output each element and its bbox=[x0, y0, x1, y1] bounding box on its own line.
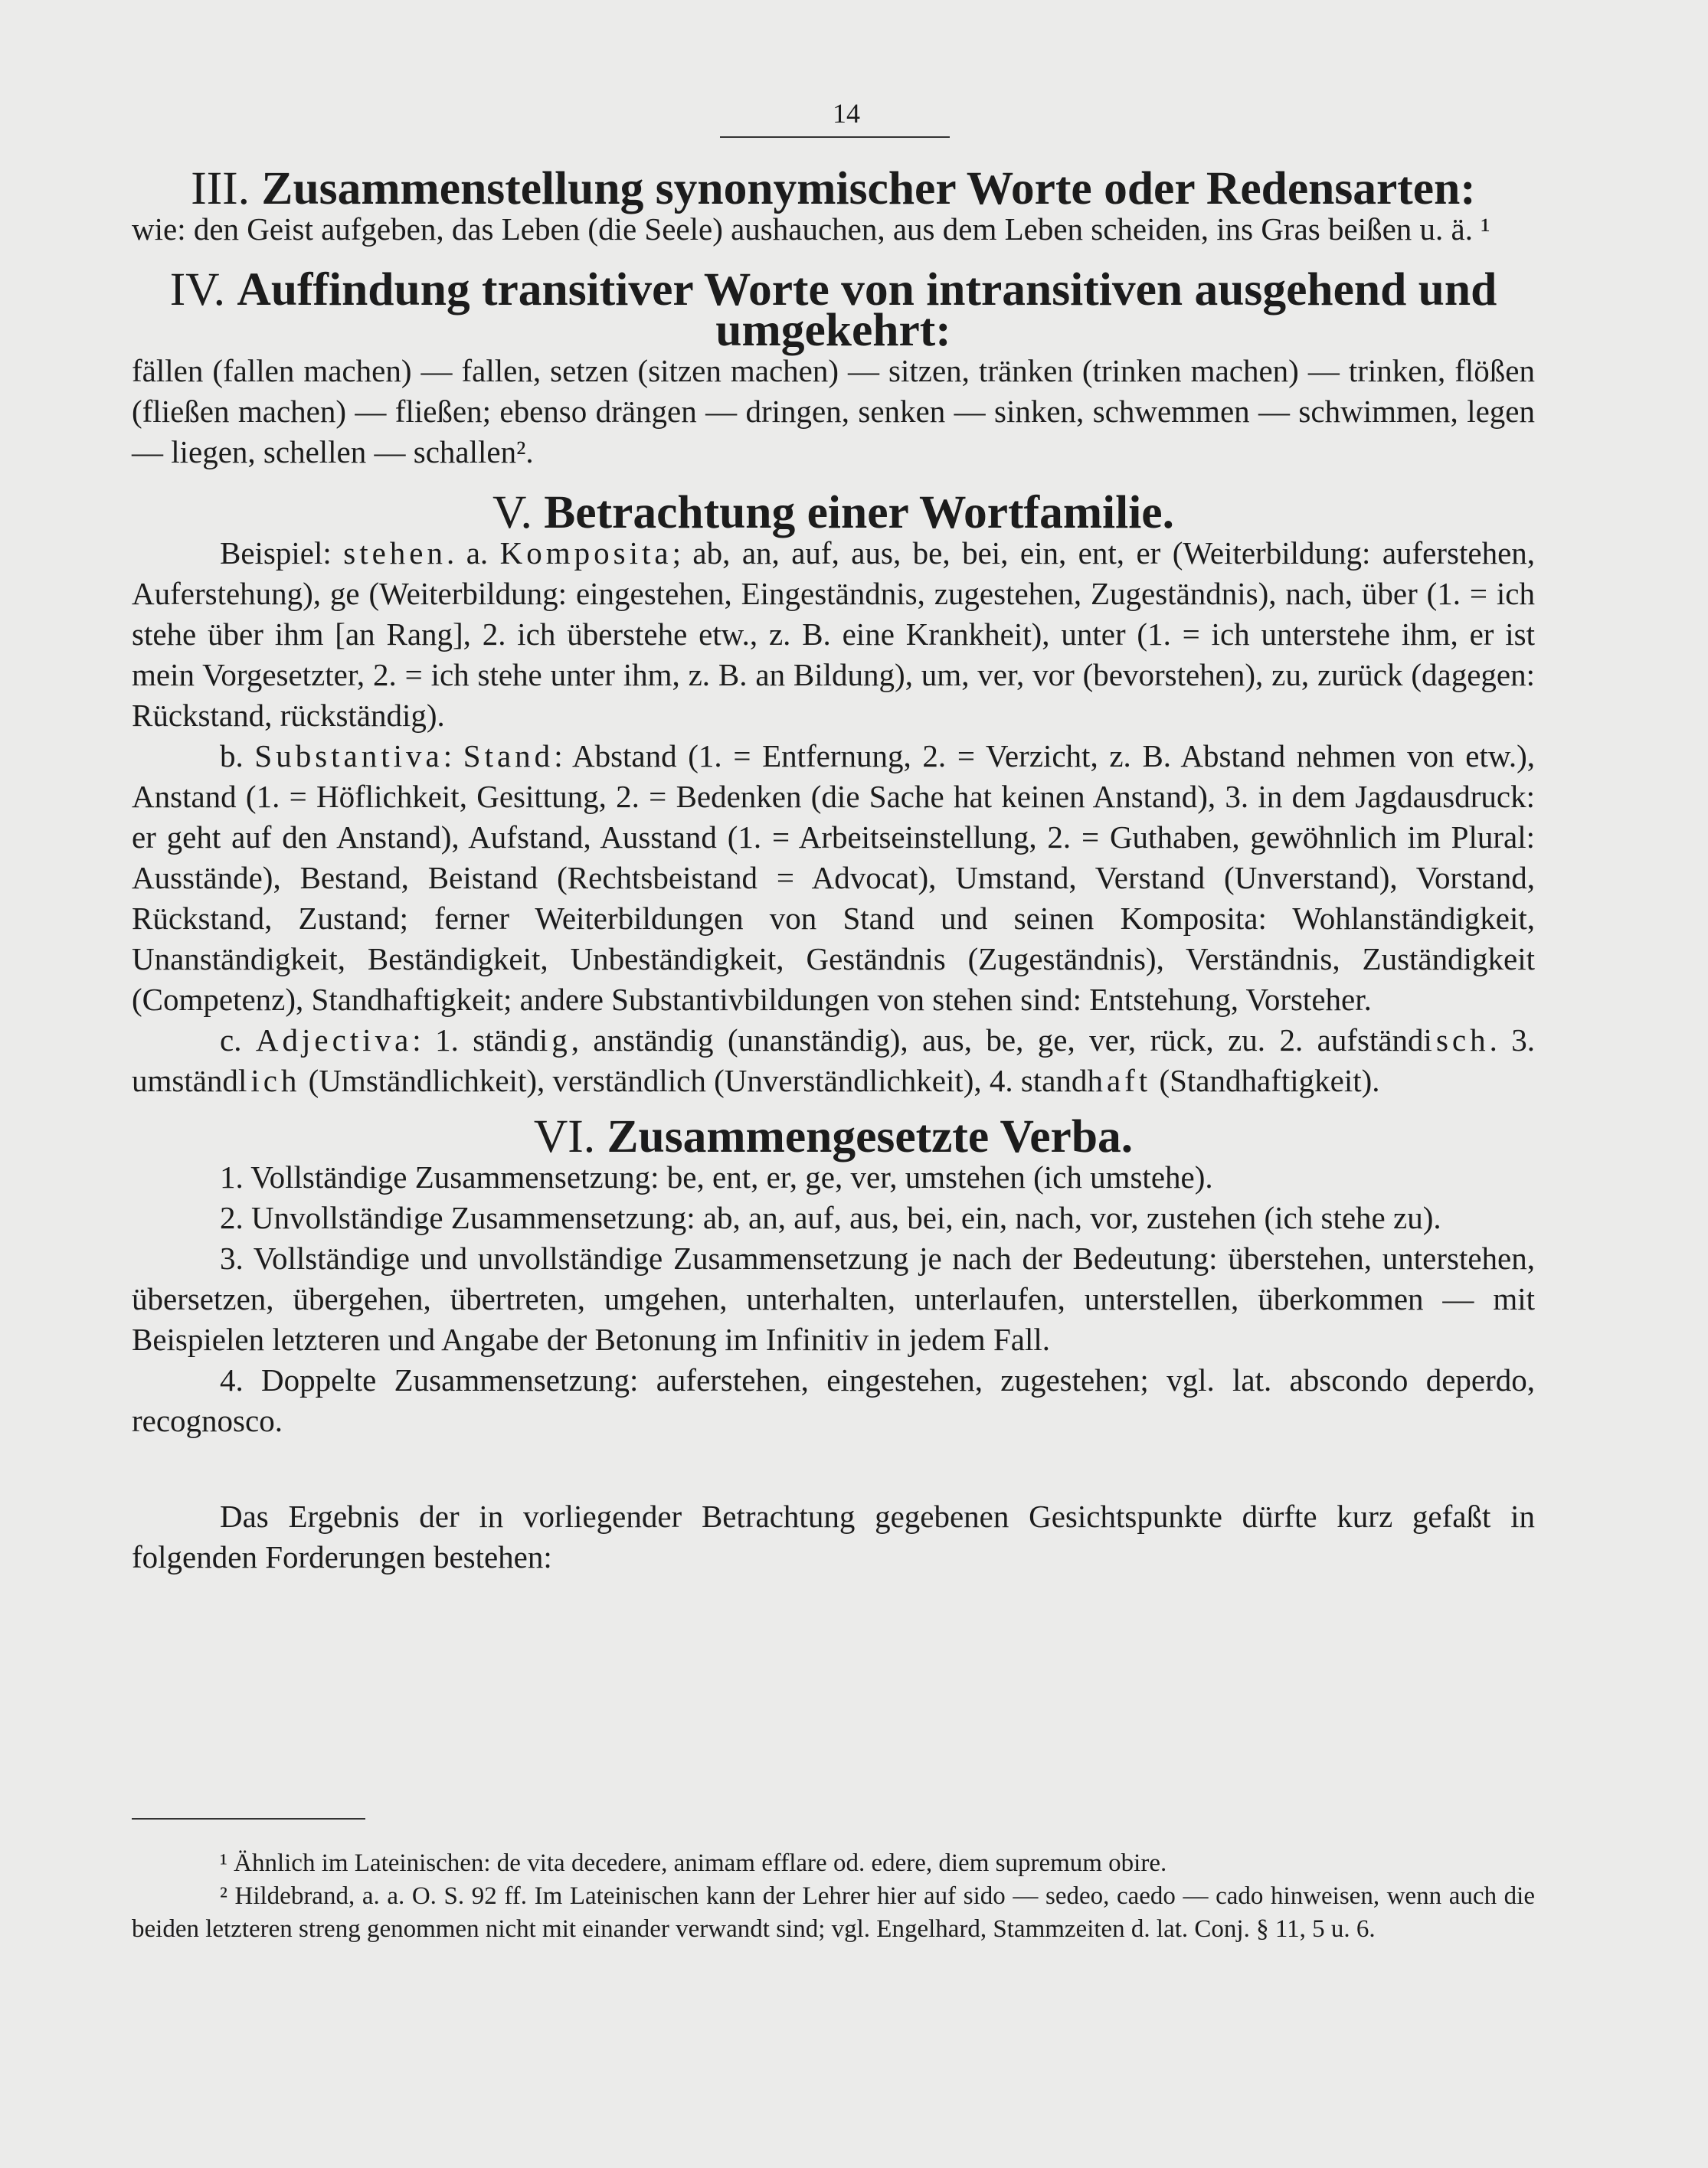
text-substantiva: : Abstand (1. = Entfernung, 2. = Verzicht, z. B. Abstand nehmen von etw.), Anstand (1. = Höflichkeit, Gesittung, 2. = Bedenken (die Sache hat keinen Anstand), 3. in dem Jagdausdruck: er geht auf den Anstand), Aufstand, Ausstand (1. = Arbeitseinstellung, 2. = Guthaben, gewöhnlich im Plural: Ausstände), Bestand, Beistand (Rechtsbeistand = Advocat), Umstand, Verstand (Unverstand), Vorstand, Rückstand, Zustand; ferner Weiterbildungen von Stand und seinen Komposita: Wohlanständigkeit, Unanständigkeit, Beständigkeit, Unbeständigkeit, Geständnis (Zugeständnis), Verständnis, Zuständigkeit (Competenz), Standhaftigkeit; andere Substantivbildungen von stehen sind: Entstehung, Vorsteher. bbox=[132, 738, 1535, 1017]
section-vi-item-2: 2. Unvollständige Zusammensetzung: ab, an, auf, aus, bei, ein, nach, vor, zustehen (ich stehe zu). bbox=[220, 1200, 1441, 1235]
section-v-paragraph-a: Beispiel: stehen. a. Komposita; ab, an, auf, aus, be, bei, ein, ent, er (Weiterbildung: auferstehen, Auferstehung), ge (Weiterbildung: eingestehen, Eingeständnis, zugestehen, Zugeständnis), nach, über (1. = ich stehe über ihm [an Rang], 2. ich überstehe etw., z. B. eine Krankheit), unter (1. = ich unterstehe ihm, er ist mein Vorgesetzter, 2. = ich stehe unter ihm, z. B. an Bildung), um, ver, vor (bevorstehen), zu, zurück (dagegen: Rückstand, rückständig). bbox=[132, 535, 1536, 733]
example-lead: Beispiel: bbox=[220, 535, 332, 571]
page-number-rule bbox=[720, 136, 950, 138]
section-vi-numeral: VI. bbox=[533, 1110, 596, 1162]
section-v-paragraph-c: c. Adjectiva: 1. ständig, anständig (unanständig), aus, be, ge, ver, rück, zu. 2. aufständisch. 3. umständlich (Umständlichkeit), verständlich (Unverständlichkeit), 4. standhaft (Standhaftigkeit). bbox=[132, 1022, 1536, 1098]
example-word: stehen bbox=[343, 535, 447, 571]
term-komposita: Komposita bbox=[499, 535, 672, 571]
page-number: 14 bbox=[833, 98, 860, 129]
footnote-1: ¹ Ähnlich im Lateinischen: de vita decedere, animam efflare od. edere, diem supremum obire. bbox=[220, 1849, 1167, 1877]
adj-3-rest: (Umständlichkeit), verständlich (Unverständlichkeit), 4. stand bbox=[300, 1063, 1088, 1098]
section-v-title: Betrachtung einer Wortfamilie. bbox=[544, 486, 1174, 538]
label-a: a. bbox=[466, 535, 489, 571]
section-vi-item-3: 3. Vollständige und unvollständige Zusammensetzung je nach der Bedeutung: überstehen, unterstehen, übersetzen, übergehen, übertreten, umgehen, unterhalten, unterlaufen, unterstellen, überkommen — mit Beispielen letzteren und Angabe der Betonung im Infinitiv in jedem Fall. bbox=[132, 1241, 1535, 1357]
section-iv-text: fällen (fallen machen) — fallen, setzen (sitzen machen) — sitzen, tränken (trinken machen) — trinken, flößen (fließen machen) — fließen; ebenso drängen — dringen, senken — sinken, schwemmen — schwimmen, legen — liegen, schellen — schallen². bbox=[132, 353, 1535, 469]
section-iv-title: Auffindung transitiver Worte von intransitiven ausgehend und umgekehrt: bbox=[237, 263, 1497, 356]
section-iii-text: wie: den Geist aufgeben, das Leben (die Seele) aushauchen, aus dem Leben scheiden, ins Gras beißen u. ä. ¹ bbox=[132, 211, 1490, 247]
section-iii-title: Zusammenstellung synonymischer Worte oder Redensarten: bbox=[261, 162, 1476, 214]
section-v-heading bbox=[132, 486, 1535, 538]
text-komposita: ; ab, an, auf, aus, be, bei, ein, ent, er (Weiterbildung: auferstehen, Auferstehung), ge (Weiterbildung: eingestehen, Eingeständnis, zugestehen, Zugeständnis), nach, über (1. = ich stehe über ihm [an Rang], 2. ich überstehe etw., z. B. eine Krankheit), unter (1. = ich unterstehe ihm, er ist mein Vorgesetzter, 2. = ich stehe unter ihm, z. B. an Bildung), um, ver, vor (bevorstehen), zu, zurück (dagegen: Rückstand, rückständig). bbox=[132, 535, 1536, 733]
section-vi-heading bbox=[132, 1110, 1535, 1162]
suffix-ig: ig bbox=[538, 1022, 571, 1058]
adj-4-rest: (Standhaftigkeit). bbox=[1151, 1063, 1380, 1098]
adj-1: 1. ständ bbox=[435, 1022, 539, 1058]
label-c: c. bbox=[220, 1022, 242, 1058]
section-iv-heading bbox=[132, 263, 1535, 356]
section-v-numeral: V. bbox=[492, 486, 532, 538]
term-adjectiva: Adjectiva bbox=[255, 1022, 413, 1058]
section-v-paragraph-b: b. Substantiva: Stand: Abstand (1. = Entfernung, 2. = Verzicht, z. B. Abstand nehmen von etw.), Anstand (1. = Höflichkeit, Gesittung, 2. = Bedenken (die Sache hat keinen Anstand), 3. in dem Jagdausdruck: er geht auf den Anstand), Aufstand, Ausstand (1. = Arbeitseinstellung, 2. = Guthaben, gewöhnlich im Plural: Ausstände), Bestand, Beistand (Rechtsbeistand = Advocat), Umstand, Verstand (Unverstand), Vorstand, Rückstand, Zustand; ferner Weiterbildungen von Stand und seinen Komposita: Wohlanständigkeit, Unanständigkeit, Beständigkeit, Unbeständigkeit, Geständnis (Zugeständnis), Verständnis, Zuständigkeit (Competenz), Standhaftigkeit; andere Substantivbildungen von stehen sind: Entstehung, Vorsteher. bbox=[132, 738, 1535, 1017]
footnote-rule bbox=[132, 1818, 365, 1820]
suffix-lich: lich bbox=[237, 1063, 301, 1098]
conclusion-paragraph: Das Ergebnis der in vorliegender Betrachtung gegebenen Gesichtspunkte dürfte kurz gefaßt in folgenden Forderungen bestehen: bbox=[132, 1499, 1535, 1574]
suffix-isch: isch bbox=[1423, 1022, 1490, 1058]
section-iv-numeral: IV. bbox=[169, 263, 226, 316]
section-iii-heading bbox=[132, 162, 1535, 214]
adj-1-rest: , anständig (unanständig), aus, be, ge, ver, rück, zu. 2. aufständ bbox=[571, 1022, 1424, 1058]
adj-2-rest: . 3. umständ bbox=[132, 1022, 1536, 1098]
section-vi-title: Zusammengesetzte Verba. bbox=[607, 1110, 1134, 1162]
footnotes bbox=[132, 1847, 1535, 1946]
body-text bbox=[132, 162, 1536, 1578]
section-vi-item-1: 1. Vollständige Zusammensetzung: be, ent, er, ge, ver, umstehen (ich umstehe). bbox=[220, 1159, 1213, 1195]
footnote-2: ² Hildebrand, a. a. O. S. 92 ff. Im Lateinischen kann der Lehrer hier auf sido — sedeo, caedo — cado hinweisen, wenn auch die beiden letzteren streng genommen nicht mit einander verwandt sind; vgl. Engelhard, Stammzeiten d. lat. Conj. § 11, 5 u. 6. bbox=[132, 1882, 1535, 1943]
term-stand: Stand bbox=[463, 738, 555, 773]
suffix-haft: haft bbox=[1087, 1063, 1152, 1098]
term-substantiva: Substantiva bbox=[254, 738, 443, 773]
section-iii-numeral: III. bbox=[191, 162, 250, 214]
section-vi-item-4: 4. Doppelte Zusammensetzung: auferstehen, eingestehen, zugestehen; vgl. lat. abscondo deperdo, recognosco. bbox=[132, 1362, 1535, 1438]
label-b: b. bbox=[220, 738, 244, 773]
